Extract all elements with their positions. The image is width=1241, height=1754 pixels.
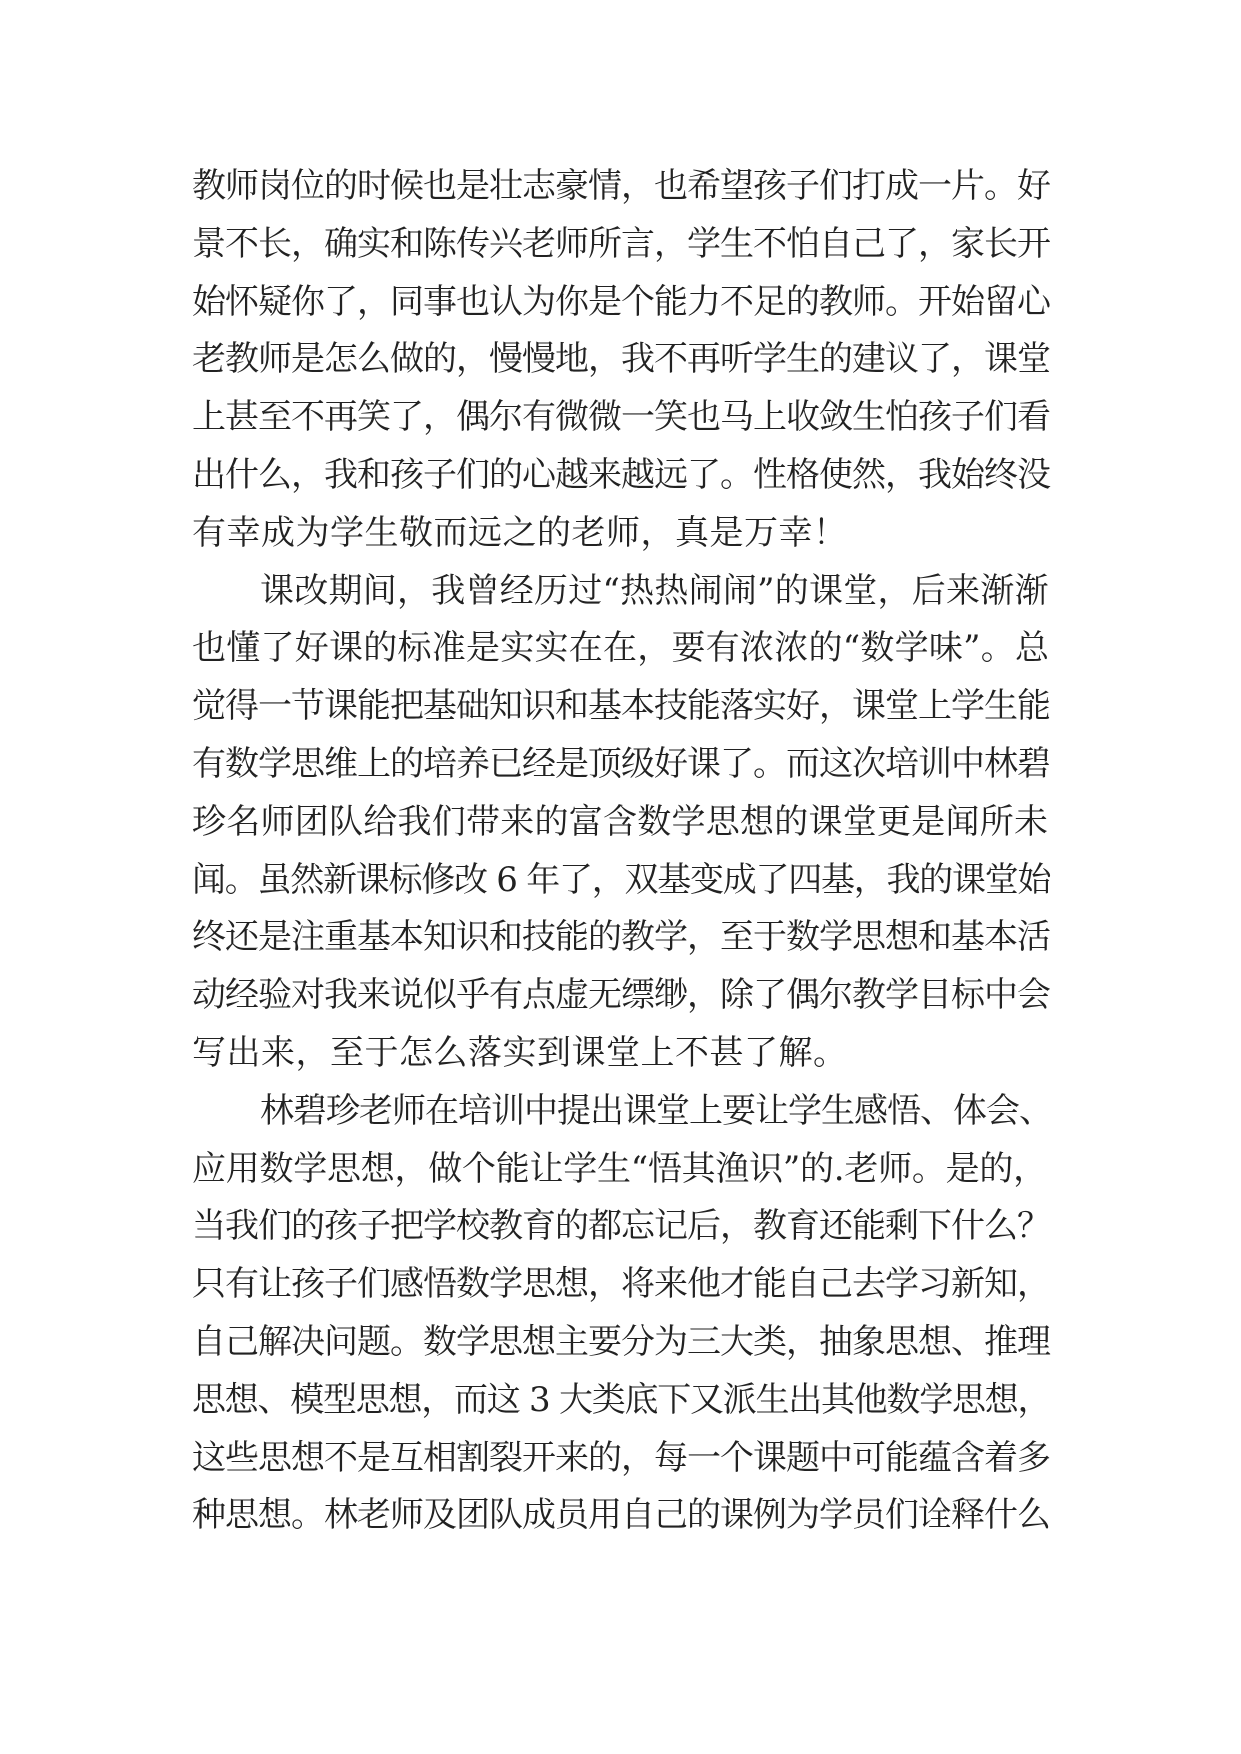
text-line: 应用数学思想，做个能让学生“悟其渔识”的.老师。是的， xyxy=(192,1148,1047,1189)
text-line: 珍名师团队给我们带来的富含数学思想的课堂更是闻所未 xyxy=(192,801,1049,842)
text-line: 当我们的孩子把学校教育的都忘记后，教育还能剩下什么？ xyxy=(192,1206,1050,1247)
text-line: 教师岗位的时候也是壮志豪情，也希望孩子们打成一片。好 xyxy=(192,166,1050,206)
text-line: 这些思想不是互相割裂开来的，每一个课题中可能蕴含着多 xyxy=(192,1437,1050,1478)
text-line: 景不长，确实和陈传兴老师所言，学生不怕自己了，家长开 xyxy=(192,223,1050,264)
text-line: 出什么，我和孩子们的心越来越远了。性格使然，我始终没 xyxy=(192,454,1050,495)
text-line: 闻。虽然新课标修改 6 年了，双基变成了四基，我的课堂始 xyxy=(192,859,1051,900)
text-line: 有幸成为学生敬而远之的老师，真是万幸！ xyxy=(192,512,848,553)
text-line: 动经验对我来说似乎有点虚无缥缈，除了偶尔教学目标中会 xyxy=(192,975,1050,1016)
text-line: 终还是注重基本知识和技能的教学，至于数学思想和基本活 xyxy=(192,917,1050,958)
paragraph xyxy=(192,158,1052,563)
text-line: 觉得一节课能把基础知识和基本技能落实好，课堂上学生能 xyxy=(192,686,1050,727)
text-line: 自己解决问题。数学思想主要分为三大类，抽象思想、推理 xyxy=(192,1321,1050,1362)
text-line: 只有让孩子们感悟数学思想，将来他才能自己去学习新知， xyxy=(192,1264,1050,1305)
text-line: 林碧珍老师在培训中提出课堂上要让学生感悟、体会、 xyxy=(260,1090,1052,1131)
text-line: 思想、模型思想，而这 3 大类底下又派生出其他数学思想， xyxy=(192,1379,1051,1420)
text-line: 也懂了好课的标准是实实在在，要有浓浓的“数学味”。总 xyxy=(192,628,1050,669)
text-line: 上甚至不再笑了，偶尔有微微一笑也马上收敛生怕孩子们看 xyxy=(192,397,1050,438)
text-line: 始怀疑你了，同事也认为你是个能力不足的教师。开始留心 xyxy=(192,281,1050,322)
text-line: 写出来，至于怎么落实到课堂上不甚了解。 xyxy=(192,1032,848,1073)
text-line: 有数学思维上的培养已经是顶级好课了。而这次培训中林碧 xyxy=(192,743,1050,784)
paragraph xyxy=(192,563,1052,1083)
body-text xyxy=(192,158,1052,1545)
text-line: 种思想。林老师及团队成员用自己的课例为学员们诠释什么 xyxy=(192,1495,1050,1536)
paragraph xyxy=(192,1083,1052,1545)
text-line: 课改期间，我曾经历过“热热闹闹”的课堂，后来渐渐 xyxy=(260,570,1049,611)
text-line: 老教师是怎么做的，慢慢地，我不再听学生的建议了，课堂 xyxy=(192,339,1050,380)
